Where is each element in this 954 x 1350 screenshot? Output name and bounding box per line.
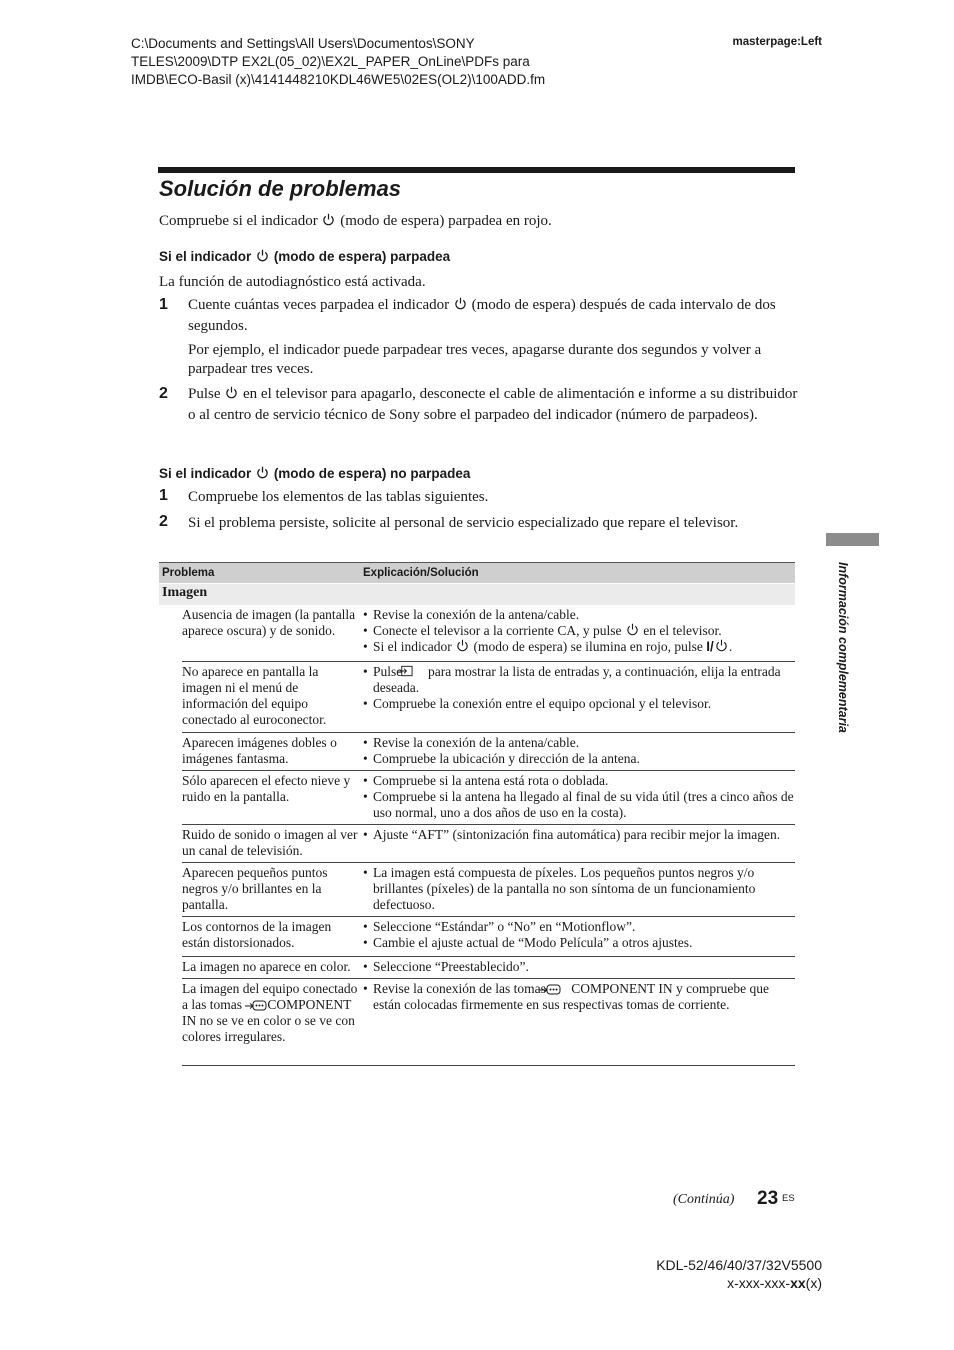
solution-item: • Revise la conexión de la antena/cable. [363,735,795,751]
step-text: Cuente cuántas veces parpadea el indicador (modo de espera) después de cada intervalo de dos segundos. [188,297,776,334]
intro-paragraph: Compruebe si el indicador (modo de espera) parpadea en rojo. [159,213,552,229]
solution-item: • Ajuste “AFT” (sintonización fina automática) para recibir mejor la imagen. [363,827,795,843]
input-icon [408,665,423,677]
masterpage-label: masterpage:Left [732,36,822,48]
model-info [656,1256,822,1292]
solution-item: • Revise la conexión de la antena/cable. [363,607,795,623]
column-header-problem: Problema [162,567,215,579]
power-icon [225,386,238,399]
table-row [182,957,795,979]
table-row [182,917,795,957]
step-text: Compruebe los elementos de las tablas siguientes. [188,489,489,505]
page-number: 23 [757,1188,779,1209]
power-icon [715,639,728,652]
side-section-label: Información complementaria [836,562,850,733]
solution-cell [363,607,795,655]
power-key-label: I/ [706,639,714,654]
solution-item: • Compruebe la conexión entre el equipo opcional y el televisor. [363,696,795,712]
solution-item: • Revise la conexión de las tomas COMPONENT IN y compruebe que están colocadas firmemente en sus respectivas tomas de corriente. [363,981,795,1013]
solution-item: • Seleccione “Preestablecido”. [363,959,795,975]
problem-cell: La imagen del equipo conectado a las tomas COMPONENT IN no se ve en color o se ve con colores irregulares. [182,981,358,1044]
power-icon [454,297,467,310]
section-heading-blinking: Si el indicador (modo de espera) parpadea [159,249,451,264]
column-header-solution: Explicación/Solución [363,567,479,579]
table-row [182,605,795,662]
step-number: 1 [159,296,168,313]
file-path-header [131,35,691,89]
solution-item: • Cambie el ajuste actual de “Modo Película” a otros ajustes. [363,935,795,951]
table-row [182,825,795,863]
step-number: 2 [159,385,168,402]
problem-cell: Ruido de sonido o imagen al ver un canal de televisión. [182,827,358,858]
problem-cell: No aparece en pantalla la imagen ni el menú de información del equipo conectado al euroconector. [182,664,327,727]
step-number: 2 [159,513,168,530]
problem-cell: Aparecen pequeños puntos negros y/o brillantes en la pantalla. [182,865,328,912]
step-text: Pulse en el televisor para apagarlo, desconecte el cable de alimentación e informe a su distribuidor o al centro de servicio técnico de Sony sobre el parpadeo del indicador (número de parpadeos). [188,386,798,423]
table-section-row [159,584,795,605]
solution-item: • Conecte el televisor a la corriente CA, y pulse en el televisor. [363,623,795,639]
solution-cell [363,664,795,712]
solution-item: • Si el indicador (modo de espera) se ilumina en rojo, pulse I/ . [363,639,795,655]
solution-item: • La imagen está compuesta de píxeles. Los pequeños puntos negros y/o brillantes (píxeles) de la pantalla no son síntoma de un funcionamiento defectuoso. [363,865,795,913]
side-tab-marker [826,533,879,546]
power-icon [456,639,469,652]
table-row [182,979,795,1066]
component-input-icon [549,983,571,995]
problem-cell: Los contornos de la imagen están distorsionados. [182,919,332,950]
file-path-line: TELES\2009\DTP EX2L(05_02)\EX2L_PAPER_OnLine\PDFs para [131,54,530,69]
step-number: 1 [159,487,168,504]
problem-cell: Ausencia de imagen (la pantalla aparece oscura) y de sonido. [182,607,356,638]
title-rule [158,167,795,173]
page-title: Solución de problemas [159,176,402,201]
power-icon [256,249,269,262]
step-example: Por ejemplo, el indicador puede parpadear tres veces, apagarse durante dos segundos y volver a parpadear tres veces. [188,342,762,377]
power-icon [322,213,335,226]
component-input-icon [245,999,267,1011]
problem-cell: Aparecen imágenes dobles o imágenes fantasma. [182,735,337,766]
solution-cell [363,773,795,821]
table-header [159,563,795,583]
part-code: x-xxx-xxx-xx(x) [727,1275,822,1291]
table-section-label: Imagen [162,585,208,600]
section-heading-not-blinking: Si el indicador (modo de espera) no parpadea [159,466,471,481]
table-row [182,771,795,825]
solution-item: • Pulse para mostrar la lista de entradas y, a continuación, elija la entrada deseada. [363,664,795,696]
section-lead: La función de autodiagnóstico está activada. [159,274,426,290]
solution-cell [363,959,795,975]
power-icon [626,623,639,636]
power-icon [256,466,269,479]
problem-cell: Sólo aparecen el efecto nieve y ruido en la pantalla. [182,773,351,804]
solution-cell [363,735,795,767]
file-path-line: IMDB\ECO-Basil (x)\4141448210KDL46WE5\02ES(OL2)\100ADD.fm [131,72,546,87]
solution-item: • Compruebe si la antena está rota o doblada. [363,773,795,789]
solution-item: • Compruebe si la antena ha llegado al final de su vida útil (tres a cinco años de uso normal, uno a dos años de uso en la costa). [363,789,795,821]
solution-item: • Seleccione “Estándar” o “No” en “Motionflow”. [363,919,795,935]
solution-cell [363,865,795,913]
solution-cell [363,919,795,951]
solution-cell [363,981,795,1013]
table-row [182,733,795,771]
file-path-line: C:\Documents and Settings\All Users\Documentos\SONY [131,36,475,51]
language-code: ES [782,1193,795,1204]
continues-label: (Continúa) [673,1192,735,1207]
model-number: KDL-52/46/40/37/32V5500 [656,1257,822,1273]
solution-cell [363,827,795,843]
solution-item: • Compruebe la ubicación y dirección de la antena. [363,751,795,767]
table-row [182,863,795,917]
step-text: Si el problema persiste, solicite al personal de servicio especializado que repare el televisor. [188,515,739,531]
table-row [182,662,795,733]
problem-cell: La imagen no aparece en color. [182,959,351,974]
